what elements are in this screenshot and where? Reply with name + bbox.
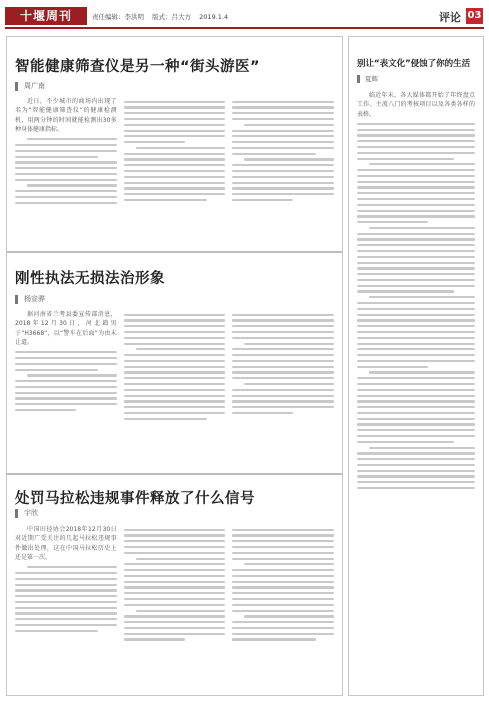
article-body (15, 310, 334, 466)
article-title: 刚性执法无损法治形象 (15, 271, 165, 287)
text-column (124, 310, 226, 466)
sidebar-title: 别让“表文化”侵蚀了你的生活 (357, 59, 471, 69)
article-byline: 杨宣骅 (15, 295, 45, 304)
text-column (232, 97, 334, 242)
article-body (15, 525, 334, 693)
designer-credit: 版式：吕大方 (152, 13, 192, 21)
article-lead-paragraph: 近日，不少城市的商场内出现了名为“智能健康筛查仪”的健康检测机，用两分钟的时间就能检测出30多种身体健康指标。 (15, 98, 117, 134)
issue-date: 2019.1.4 (199, 13, 229, 21)
article-lead-paragraph: 中国田径协会2018年12月30日对近期广受关注的几起马拉松违规事件做出处理，这在中国马拉松历史上还是第一次。 (15, 526, 117, 562)
text-column (15, 310, 117, 466)
header-rule (5, 27, 484, 29)
sidebar-byline: 夏辉 (357, 75, 378, 83)
header-meta (92, 12, 234, 21)
editor-credit: 责任编辑：李洪明 (92, 13, 144, 21)
text-column (232, 525, 334, 693)
article-lead-paragraph: 据河南省兰考县委宣传部消息，2018年12月30日，河北籍男子“H3668”，以“警车在后面”为由未让道。 (15, 311, 117, 347)
text-column (124, 97, 226, 242)
main-articles (6, 36, 343, 696)
article-byline: 宇欣 (15, 509, 38, 518)
article-title: 智能健康筛查仪是另一种“街头游医” (15, 59, 261, 75)
article-byline: 周广南 (15, 82, 45, 91)
sidebar-commentary (348, 36, 484, 696)
section-name: 评论 (439, 11, 461, 24)
sidebar-body (357, 91, 475, 689)
masthead-logo: 十堰周刊 (5, 7, 87, 25)
page-header (0, 0, 489, 27)
text-column (15, 97, 117, 242)
article-health-screening (7, 37, 342, 247)
text-column (232, 310, 334, 466)
text-column (124, 525, 226, 693)
page-number-badge: 03 (466, 8, 483, 24)
article-marathon-penalty (7, 473, 342, 695)
article-body (15, 97, 334, 242)
article-title: 处罚马拉松违规事件释放了什么信号 (15, 491, 255, 507)
sidebar-lead-paragraph: 临近年末，各大媒体都开始了年终盘点工作。主流八门的考核项目以及各类各样的表格。 (357, 92, 475, 118)
text-column (15, 525, 117, 693)
article-rigid-enforcement (7, 251, 342, 469)
